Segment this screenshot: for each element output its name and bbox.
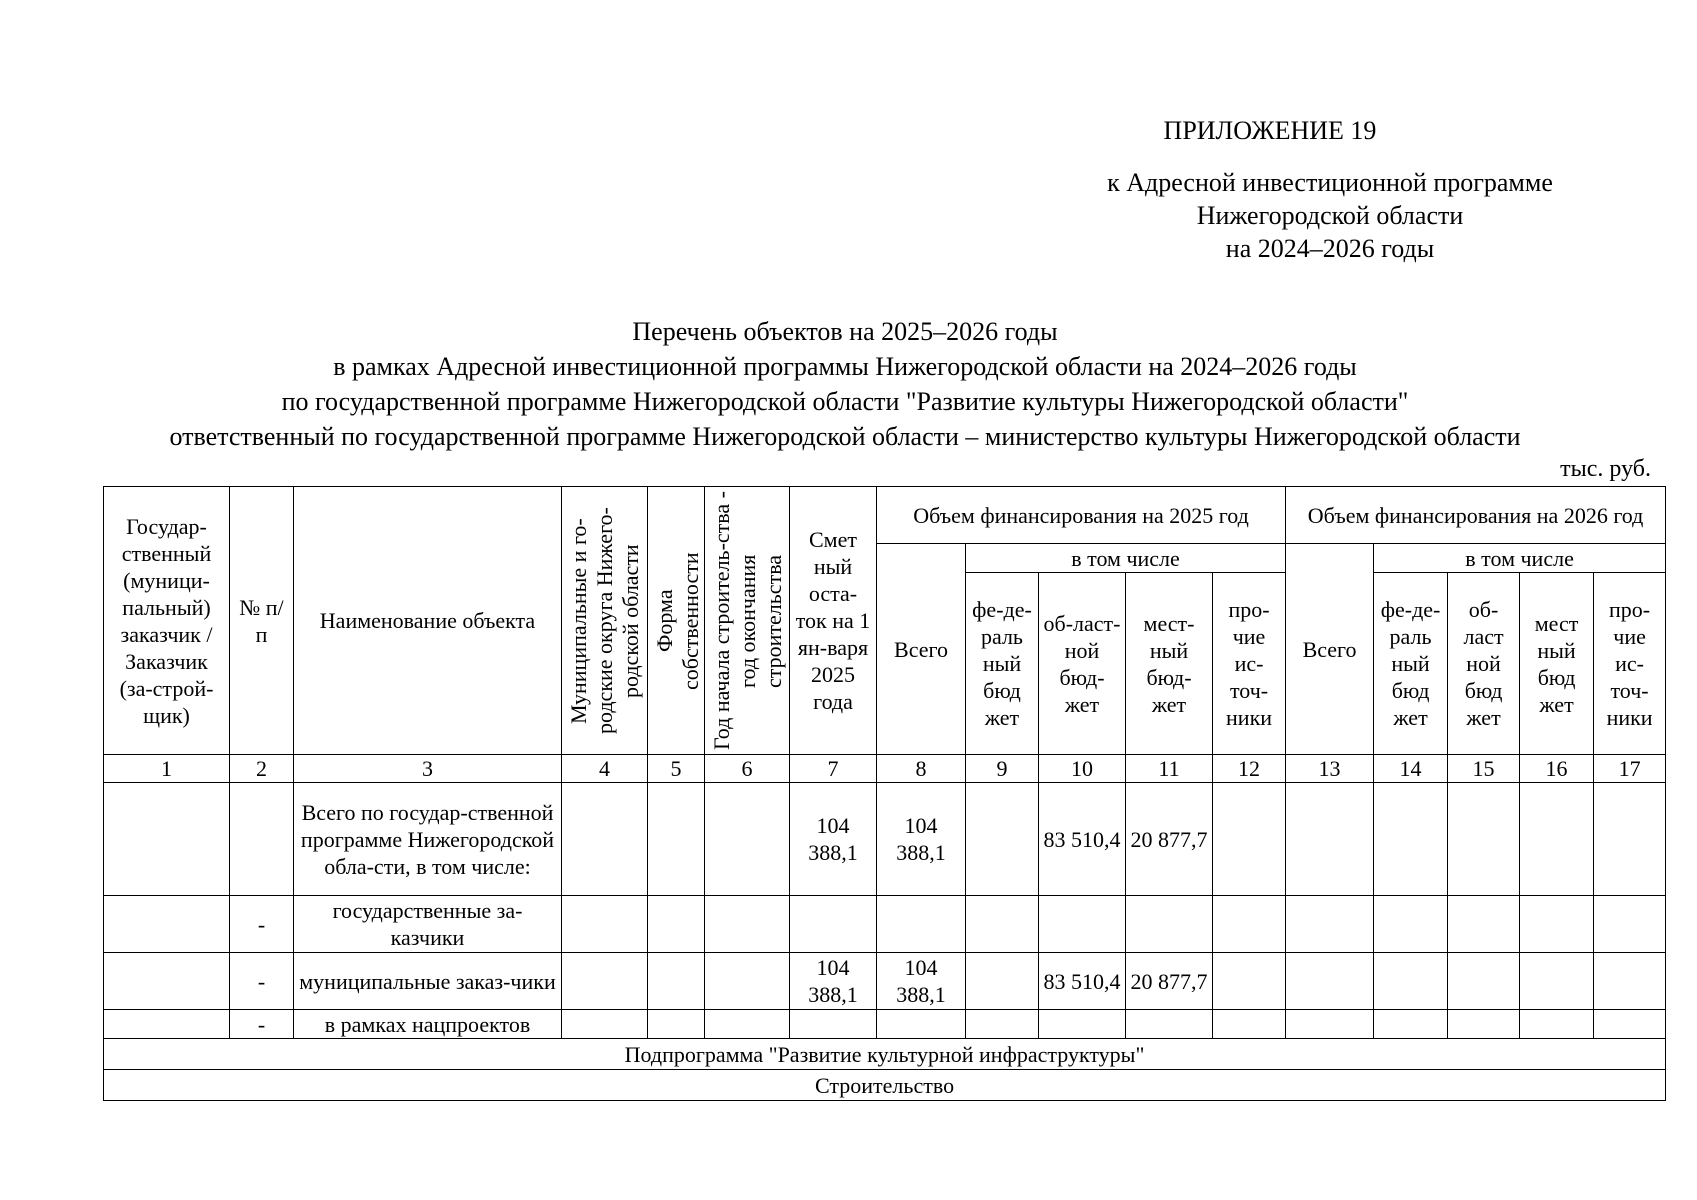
cell-empty bbox=[1374, 1010, 1448, 1039]
column-number: 12 bbox=[1213, 755, 1286, 783]
cell-local-2025 bbox=[1126, 1010, 1213, 1039]
subprogram-row bbox=[104, 1039, 1666, 1070]
cell-total-2025: 104 388,1 bbox=[877, 953, 966, 1010]
cell-local-2025 bbox=[1126, 896, 1213, 953]
header-years bbox=[705, 487, 790, 755]
subprogram-title: Подпрограмма "Развитие культурной инфраструктуры" bbox=[104, 1039, 1666, 1070]
header-fin-2025: Объем финансирования на 2025 год bbox=[877, 487, 1286, 544]
cell-empty bbox=[966, 953, 1039, 1010]
cell-empty bbox=[705, 783, 790, 896]
cell-total-2025 bbox=[877, 896, 966, 953]
cell-empty bbox=[1286, 953, 1374, 1010]
cell-empty bbox=[648, 896, 705, 953]
cell-customer bbox=[104, 783, 230, 896]
cell-empty bbox=[1594, 783, 1666, 896]
column-number: 13 bbox=[1286, 755, 1374, 783]
cell-empty bbox=[648, 783, 705, 896]
cell-empty bbox=[966, 783, 1039, 896]
header-local-2025: мест-ный бюд-жет bbox=[1126, 573, 1213, 755]
column-number: 14 bbox=[1374, 755, 1448, 783]
header-ownership-text: Форма собственности bbox=[652, 551, 703, 690]
cell-empty bbox=[1520, 953, 1594, 1010]
cell-name: государственные за-казчики bbox=[294, 896, 562, 953]
section-row bbox=[104, 1070, 1666, 1101]
cell-name: Всего по государ-ственной программе Нижегородской обла-сти, в том числе: bbox=[294, 783, 562, 896]
appendix-line-2: Нижегородской области bbox=[1196, 201, 1464, 230]
table-row bbox=[104, 953, 1666, 1010]
cell-name: муниципальные заказ-чики bbox=[294, 953, 562, 1010]
cell-total-2025: 104 388,1 bbox=[877, 783, 966, 896]
cell-dash: - bbox=[230, 1010, 294, 1039]
header-municipal-text: Муниципальные и го-родские округа Нижего-родской области bbox=[566, 507, 643, 734]
cell-empty bbox=[648, 1010, 705, 1039]
cell-regional-2025: 83 510,4 bbox=[1039, 953, 1126, 1010]
appendix-title: ПРИЛОЖЕНИЕ 19 bbox=[1163, 116, 1377, 145]
header-ownership bbox=[648, 487, 705, 755]
heading-line-4: ответственный по государственной программе Нижегородской области – министерство культуры Нижегородской области bbox=[169, 422, 1521, 451]
cell-regional-2025 bbox=[1039, 896, 1126, 953]
column-number: 4 bbox=[562, 755, 648, 783]
cell-empty bbox=[562, 1010, 648, 1039]
cell-regional-2025 bbox=[1039, 1010, 1126, 1039]
header-estimate: Смет ный оста-ток на 1 ян-варя 2025 года bbox=[790, 487, 877, 755]
cell-empty bbox=[966, 896, 1039, 953]
column-number: 7 bbox=[790, 755, 877, 783]
cell-empty bbox=[1520, 1010, 1594, 1039]
table-row bbox=[104, 783, 1666, 896]
cell-empty bbox=[1520, 896, 1594, 953]
header-regional-2026: об-ласт ной бюд жет bbox=[1448, 573, 1520, 755]
header-name: Наименование объекта bbox=[294, 487, 562, 755]
column-number: 1 bbox=[104, 755, 230, 783]
column-number: 3 bbox=[294, 755, 562, 783]
column-number: 15 bbox=[1448, 755, 1520, 783]
header-municipal bbox=[562, 487, 648, 755]
cell-customer bbox=[104, 1010, 230, 1039]
cell-name: в рамках нацпроектов bbox=[294, 1010, 562, 1039]
cell-total-2025 bbox=[877, 1010, 966, 1039]
cell-regional-2025: 83 510,4 bbox=[1039, 783, 1126, 896]
column-number: 9 bbox=[966, 755, 1039, 783]
header-other-2025: про-чие ис-точ-ники bbox=[1213, 573, 1286, 755]
header-years-text: Год начала строитель-ства - год окончания строительства bbox=[709, 491, 786, 750]
cell-empty bbox=[1594, 896, 1666, 953]
cell-customer bbox=[104, 896, 230, 953]
cell-empty bbox=[1520, 783, 1594, 896]
cell-empty bbox=[966, 1010, 1039, 1039]
document-heading bbox=[100, 314, 1590, 454]
column-number: 17 bbox=[1594, 755, 1666, 783]
column-number: 16 bbox=[1520, 755, 1594, 783]
cell-customer bbox=[104, 953, 230, 1010]
column-number: 8 bbox=[877, 755, 966, 783]
cell-empty bbox=[1213, 953, 1286, 1010]
cell-empty bbox=[648, 953, 705, 1010]
cell-local-2025: 20 877,7 bbox=[1126, 953, 1213, 1010]
table-row bbox=[104, 896, 1666, 953]
cell-estimate: 104 388,1 bbox=[790, 783, 877, 896]
cell-empty bbox=[562, 953, 648, 1010]
header-total-2025: Всего bbox=[877, 544, 966, 755]
header-regional-2025: об-ласт-ной бюд-жет bbox=[1039, 573, 1126, 755]
heading-line-2: в рамках Адресной инвестиционной программы Нижегородской области на 2024–2026 годы bbox=[333, 352, 1357, 381]
appendix-line-1: к Адресной инвестиционной программе bbox=[1107, 168, 1553, 197]
cell-empty bbox=[1594, 1010, 1666, 1039]
cell-empty bbox=[705, 1010, 790, 1039]
header-total-2026: Всего bbox=[1286, 544, 1374, 755]
cell-empty bbox=[1374, 896, 1448, 953]
column-number: 6 bbox=[705, 755, 790, 783]
cell-empty bbox=[1286, 1010, 1374, 1039]
appendix-line-3: на 2024–2026 годы bbox=[1225, 234, 1435, 263]
cell-empty bbox=[705, 953, 790, 1010]
header-including-2026: в том числе bbox=[1374, 544, 1666, 573]
cell-local-2025: 20 877,7 bbox=[1126, 783, 1213, 896]
column-numbers-row bbox=[104, 755, 1666, 783]
cell-empty bbox=[562, 896, 648, 953]
section-title: Строительство bbox=[104, 1070, 1666, 1101]
header-federal-2025: фе-де-раль ный бюд жет bbox=[966, 573, 1039, 755]
cell-empty bbox=[1594, 953, 1666, 1010]
heading-line-3: по государственной программе Нижегородской области "Развитие культуры Нижегородской области" bbox=[281, 387, 1409, 416]
appendix-subtitle bbox=[1020, 166, 1640, 265]
cell-estimate: 104 388,1 bbox=[790, 953, 877, 1010]
column-number: 11 bbox=[1126, 755, 1213, 783]
header-customer: Государ-ственный (муници-пальный) заказчик / Заказчик (за-строй-щик) bbox=[104, 487, 230, 755]
header-fin-2026: Объем финансирования на 2026 год bbox=[1286, 487, 1666, 544]
cell-empty bbox=[1448, 1010, 1520, 1039]
cell-empty bbox=[1448, 896, 1520, 953]
header-federal-2026: фе-де-раль ный бюд жет bbox=[1374, 573, 1448, 755]
cell-empty bbox=[1286, 783, 1374, 896]
cell-empty bbox=[1213, 783, 1286, 896]
cell-empty bbox=[1213, 1010, 1286, 1039]
header-including-2025: в том числе bbox=[966, 544, 1286, 573]
cell-empty bbox=[562, 783, 648, 896]
header-other-2026: про-чие ис-точ-ники bbox=[1594, 573, 1666, 755]
cell-empty bbox=[1374, 783, 1448, 896]
objects-table bbox=[103, 486, 1666, 1101]
header-local-2026: мест ный бюд жет bbox=[1520, 573, 1594, 755]
cell-dash bbox=[230, 783, 294, 896]
header-number: № п/п bbox=[230, 487, 294, 755]
cell-estimate bbox=[790, 1010, 877, 1039]
cell-empty bbox=[1448, 953, 1520, 1010]
cell-empty bbox=[1286, 896, 1374, 953]
heading-line-1: Перечень объектов на 2025–2026 годы bbox=[632, 317, 1058, 346]
column-number: 2 bbox=[230, 755, 294, 783]
column-number: 10 bbox=[1039, 755, 1126, 783]
cell-empty bbox=[1213, 896, 1286, 953]
units-label: тыс. руб. bbox=[1560, 456, 1651, 482]
cell-estimate bbox=[790, 896, 877, 953]
table-row bbox=[104, 1010, 1666, 1039]
column-number: 5 bbox=[648, 755, 705, 783]
cell-empty bbox=[705, 896, 790, 953]
cell-dash: - bbox=[230, 896, 294, 953]
cell-empty bbox=[1448, 783, 1520, 896]
cell-dash: - bbox=[230, 953, 294, 1010]
cell-empty bbox=[1374, 953, 1448, 1010]
